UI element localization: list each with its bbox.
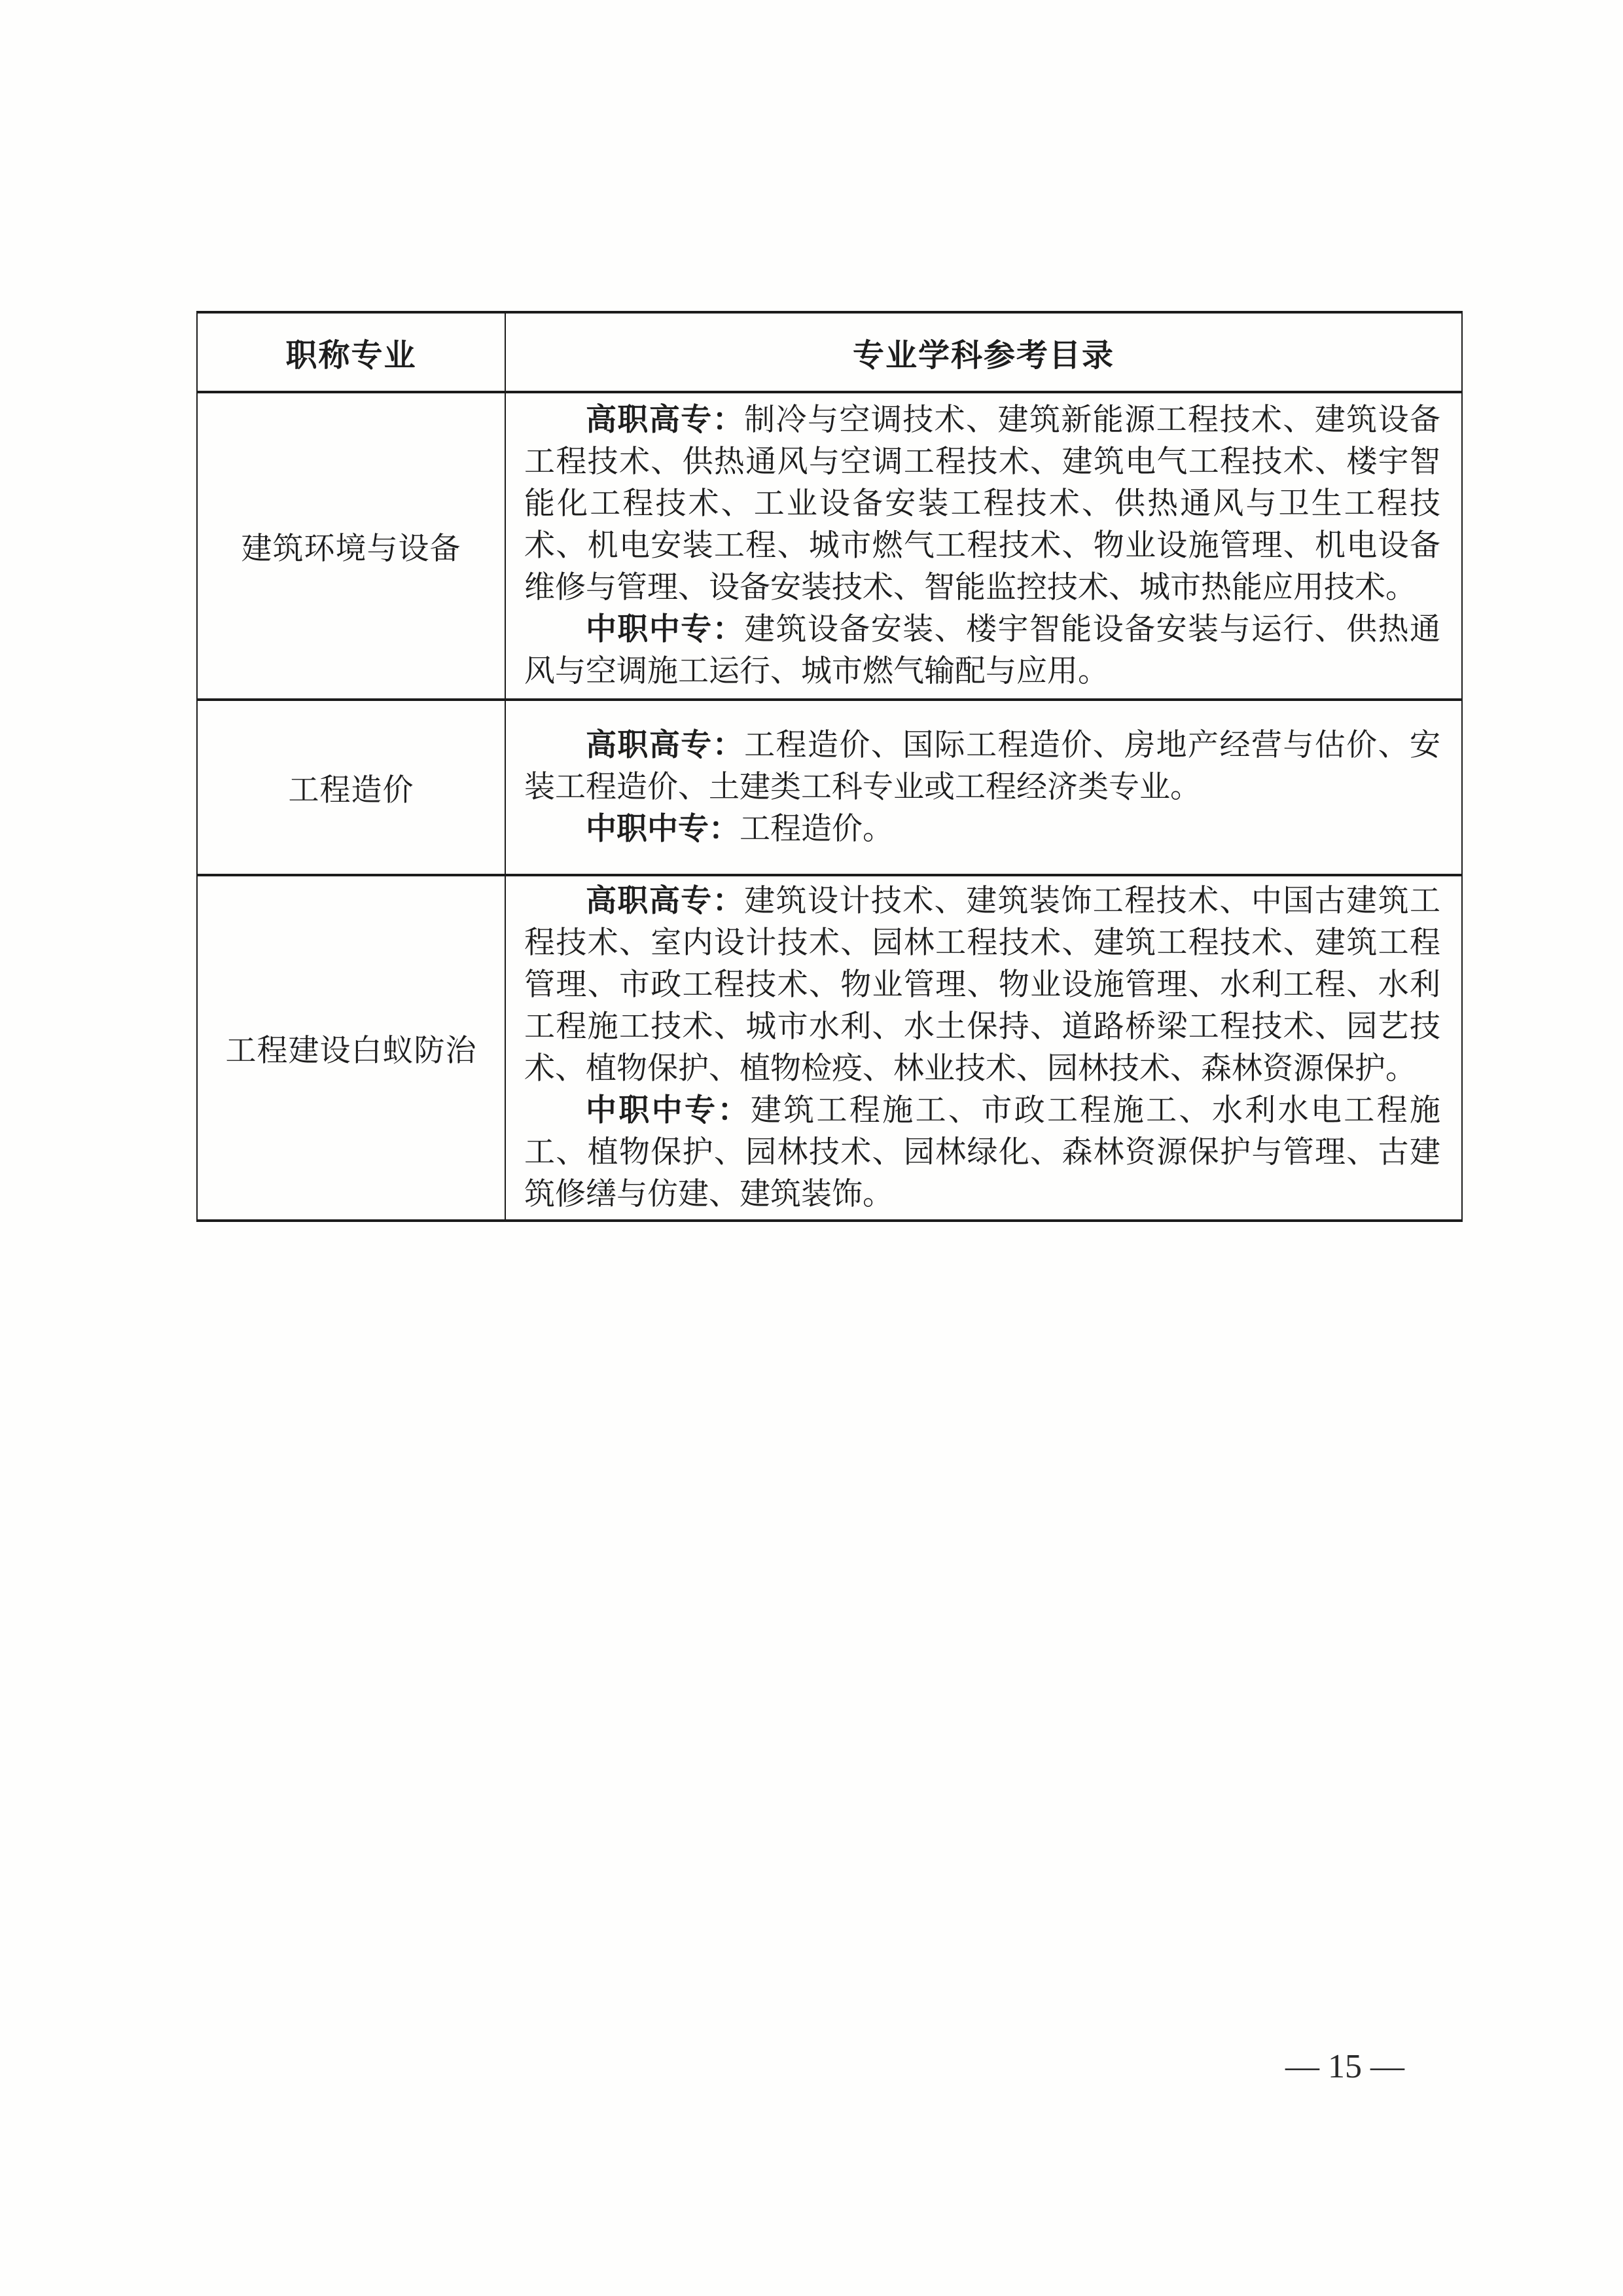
table-header-row (197, 312, 1462, 392)
paragraph-text: 工程造价。 (740, 812, 893, 846)
paragraph-label: 中职中专： (586, 812, 740, 846)
paragraph-text: 制冷与空调技术、建筑新能源工程技术、建筑设备工程技术、供热通风与空调工程技术、建筑电气工程技术、楼宇智能化工程技术、工业设备安装工程技术、供热通风与卫生工程技术、机电安装工程、城市燃气工程技术、物业设施管理、机电设备维修与管理、设备安装技术、智能监控技术、城市热能应用技术。 (524, 403, 1441, 605)
table-row (197, 875, 1462, 1221)
row-specialty-title: 工程建设白蚁防治 (197, 875, 505, 1221)
catalog-paragraph (524, 725, 1440, 808)
table-row (197, 700, 1462, 875)
row-catalog-content (505, 392, 1462, 700)
catalog-paragraph (524, 1090, 1440, 1215)
row-specialty-title: 建筑环境与设备 (197, 392, 505, 700)
paragraph-text: 建筑设备安装、楼宇智能设备安装与运行、供热通风与空调施工运行、城市燃气输配与应用。 (524, 613, 1441, 689)
page-number: — 15 — (1285, 2048, 1404, 2085)
catalog-paragraph (524, 808, 1440, 850)
specialty-reference-table (196, 311, 1463, 1222)
paragraph-label: 高职高专： (586, 728, 745, 762)
header-cell-specialty: 职称专业 (197, 312, 505, 392)
catalog-paragraph (524, 880, 1440, 1090)
paragraph-label: 中职中专： (586, 613, 745, 647)
row-specialty-title: 工程造价 (197, 700, 505, 875)
header-cell-catalog: 专业学科参考目录 (505, 312, 1462, 392)
paragraph-label: 高职高专： (586, 884, 745, 918)
table-row (197, 392, 1462, 700)
catalog-paragraph (524, 399, 1440, 609)
paragraph-label: 高职高专： (586, 403, 745, 437)
paragraph-label: 中职中专： (586, 1094, 751, 1128)
row-catalog-content (505, 875, 1462, 1221)
row-catalog-content (505, 700, 1462, 875)
paragraph-text: 工程造价、国际工程造价、房地产经营与估价、安装工程造价、土建类工科专业或工程经济类专业。 (524, 728, 1441, 804)
catalog-paragraph (524, 609, 1440, 692)
paragraph-text: 建筑工程施工、市政工程施工、水利水电工程施工、植物保护、园林技术、园林绿化、森林资源保护与管理、古建筑修缮与仿建、建筑装饰。 (524, 1094, 1441, 1211)
paragraph-text: 建筑设计技术、建筑装饰工程技术、中国古建筑工程技术、室内设计技术、园林工程技术、建筑工程技术、建筑工程管理、市政工程技术、物业管理、物业设施管理、水利工程、水利工程施工技术、城市水利、水土保持、道路桥梁工程技术、园艺技术、植物保护、植物检疫、林业技术、园林技术、森林资源保护。 (524, 884, 1441, 1086)
